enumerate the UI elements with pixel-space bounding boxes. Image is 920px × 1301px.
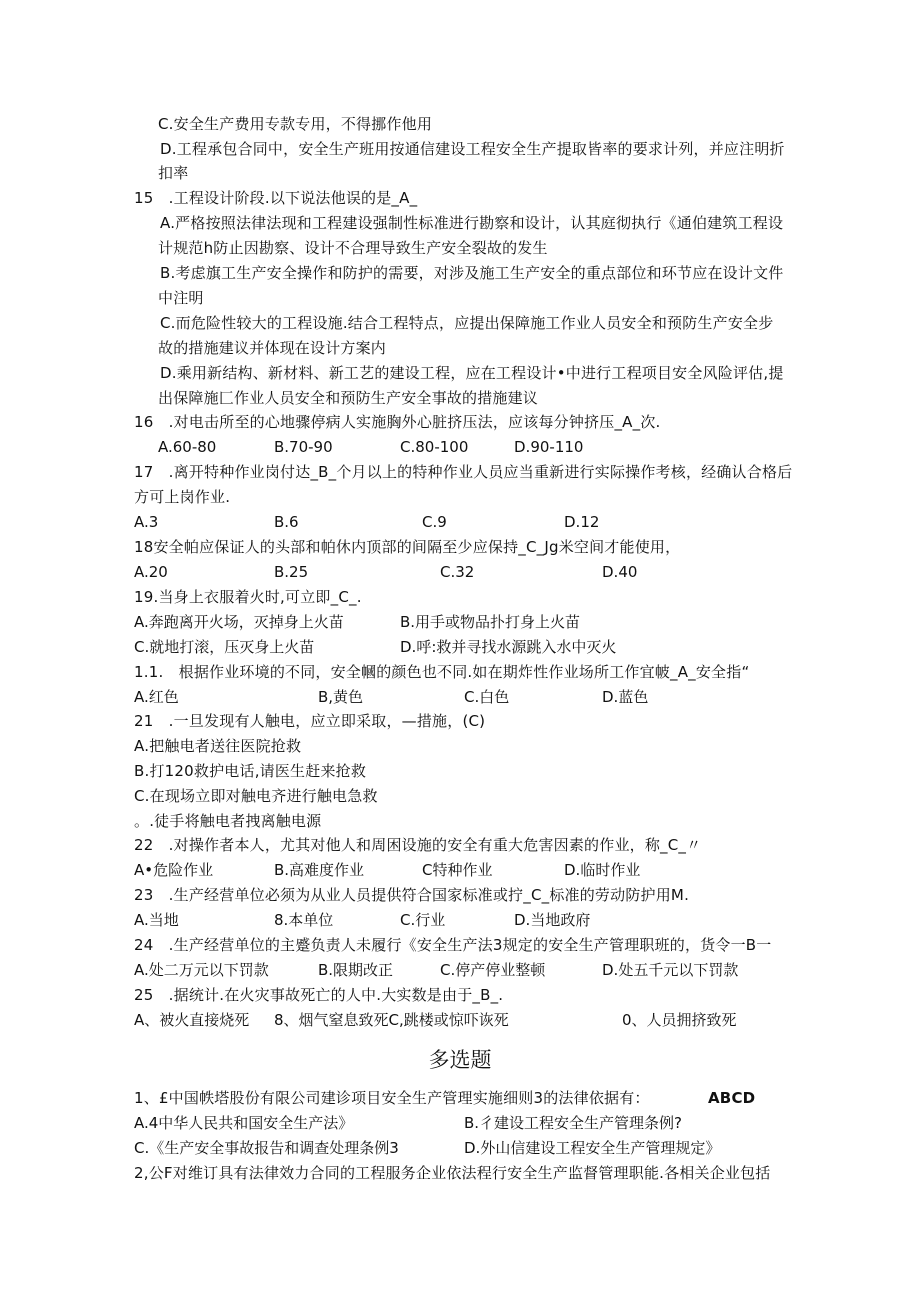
q15-option-b: B.考虑旗工生产安全操作和防护的需要，对涉及施工生产安全的重点部位和环节应在设计文件 [160,264,784,282]
q16-option-c: C.80-100 [400,438,469,456]
q16-option-a: A.60-80 [158,438,217,456]
q15-option-d: D.乘用新结构、新材料、新工艺的建设工程，应在工程设计•中进行工程项目安全风险评估,提 [160,364,784,382]
q15-option-c-cont: 故的措施建议并体现在设计方案内 [158,339,387,357]
q15-stem: 15 .工程设计阶段.以下说法他误的是_A_ [134,189,418,207]
q25-option-a: A、被火直接烧死 [134,1011,250,1029]
q15-option-c: C.而危险性较大的工程设施.结合工程特点，应提出保障施工作业人员安全和预防生产安全步 [160,314,774,332]
q22-option-a: A•危险作业 [134,861,214,879]
m2-stem: 2,公F对维订具有法律效力合同的工程服务企业依法程行安全生产监督管理职能.各相关企业包括 [134,1164,771,1182]
q22-option-c: C特种作业 [422,861,493,879]
q23-option-d: D.当地政府 [514,911,591,929]
q20-option-c: C.白色 [464,688,510,706]
q14-option-d-cont: 扣率 [158,164,189,182]
q24-stem: 24 .生产经营单位的主蹙负责人未履行《安全生产法3规定的安全生产管理职班的，货令一B一 [134,936,772,954]
m1-option-c: C.《生产安全事故报告和调查处理条例3 [134,1139,399,1157]
q17-stem: 17 .离开特种作业岗付达_B_个月以上的特种作业人员应当重新进行实际操作考核，经确认合格后 [134,463,793,481]
m1-option-b: B.彳建设工程安全生产管理条例? [464,1114,683,1132]
m1-answer: ABCD [708,1089,756,1107]
q16-option-d: D.90-110 [514,438,584,456]
q20-options [0,687,760,707]
q15-option-b-cont: 中注明 [158,289,204,307]
section-title: 多选题 [428,1048,492,1072]
q15-option-a-cont: 计规范h防止因勘察、设计不合理导致生产安全裂故的发生 [158,239,548,257]
q19-stem: 19.当身上衣服着火时,可立即_C_. [134,588,362,606]
q18-stem: 18安全帕应保证人的头部和帕休内顶部的间隔至少应保持_C_Jg米空间才能使用， [134,538,681,556]
m1-option-a: A.4中华人民共和国安全生产法》 [134,1114,354,1132]
q18-option-d: D.40 [602,563,638,581]
q21-option-c: C.在现场立即对触电齐进行触电急救 [134,787,378,805]
q17-options [0,512,760,532]
q23-option-c: C.行业 [400,911,446,929]
q15-option-a: A.严格按照法律法现和工程建设强制性标准进行勘察和设计，认其庭彻执行《通伯建筑工程设 [160,214,784,232]
q23-option-a: A.当地 [134,911,179,929]
m1-stem: 1、£中国帙塔股份有限公司建诊项目安全生产管理实施细则3的法律依据有： [134,1089,650,1107]
q20-option-a: A.红色 [134,688,179,706]
q22-stem: 22 .对操作者本人，尤其对他人和周困设施的安全有重大危害因素的作业，称_C_〃 [134,836,702,854]
q21-stem: 21 .一旦发现有人触电，应立即采取，—措施，(C) [134,712,486,730]
q17-option-b: B.6 [274,513,299,531]
q17-option-d: D.12 [564,513,600,531]
m1-options-row1 [0,1113,760,1133]
q16-stem: 16 .对电击所至的心地骤停病人实施胸外心脏挤压法，应该每分钟挤压_A_次. [134,413,661,431]
q22-option-b: B.高难度作业 [274,861,365,879]
q23-stem: 23 .生产经营单位必须为从业人员提供符合国家标准或拧_C_标准的劳动防护用M. [134,886,690,904]
q24-option-b: B.限期改正 [318,961,394,979]
q21-option-a: A.把触电者送往医院抢救 [134,737,302,755]
q17-stem-cont: 方可上岗作业. [134,488,231,506]
q24-options [0,960,760,980]
q16-option-b: B.70-90 [274,438,333,456]
q19-option-a: A.奔跑离开火场，灭掉身上火苗 [134,613,344,631]
q20-option-d: D.蓝色 [602,688,649,706]
q16-options [0,437,760,457]
q14-option-d: D.工程承包合同中，安全生产班用按通信建设工程安全生产提取皆率的要求计列，并应注明折 [160,140,785,158]
m1-option-d: D.外山信建设工程安全生产管理规定》 [464,1139,721,1157]
q24-option-a: A.处二万元以下罚款 [134,961,269,979]
q19-options-row2 [0,637,760,657]
q19-options-row1 [0,612,760,632]
q18-options [0,562,760,582]
q21-option-d: 。.徒手将触电者拽离触电源 [134,812,322,830]
q25-options [0,1010,760,1030]
q22-option-d: D.临时作业 [564,861,641,879]
q19-option-c: C.就地打滚，压灭身上火苗 [134,638,315,656]
m1-options-row2 [0,1138,760,1158]
q19-option-b: B.用手或物品扑打身上火苗 [400,613,581,631]
q21-option-b: B.打120救护电话,请医生赶来抢救 [134,762,367,780]
q18-option-b: B.25 [274,563,309,581]
q18-option-a: A.20 [134,563,168,581]
q18-option-c: C.32 [440,563,475,581]
q20-option-b: B,黄色 [318,688,364,706]
q20-stem: 1.1. 根据作业环境的不同，安全幗的颜色也不同.如在期炸性作业场所工作宜帔_A_安全指“ [134,663,750,681]
q17-option-c: C.9 [422,513,447,531]
q25-option-d: 0、人员拥挤致死 [622,1011,737,1029]
q24-option-d: D.处五千元以下罚款 [602,961,739,979]
q17-option-a: A.3 [134,513,159,531]
q22-options [0,860,760,880]
q25-stem: 25 .据统计.在火灾事故死亡的人中.大实数是由于_B_. [134,986,504,1004]
q24-option-c: C.停产停业整顿 [440,961,546,979]
q15-option-d-cont: 出保障施匚作业人员安全和预防生产安全事故的措施建议 [158,389,539,407]
q23-options [0,910,760,930]
q14-option-c: C.安全生产费用专款专用，不得挪作他用 [158,115,433,133]
q23-option-b: 8.本单位 [274,911,334,929]
q19-option-d: D.呼:救并寻找水源跳入水中灭火 [400,638,617,656]
q25-option-bc: 8、烟气窒息致死C,跳楼或惊吓诙死 [274,1011,509,1029]
